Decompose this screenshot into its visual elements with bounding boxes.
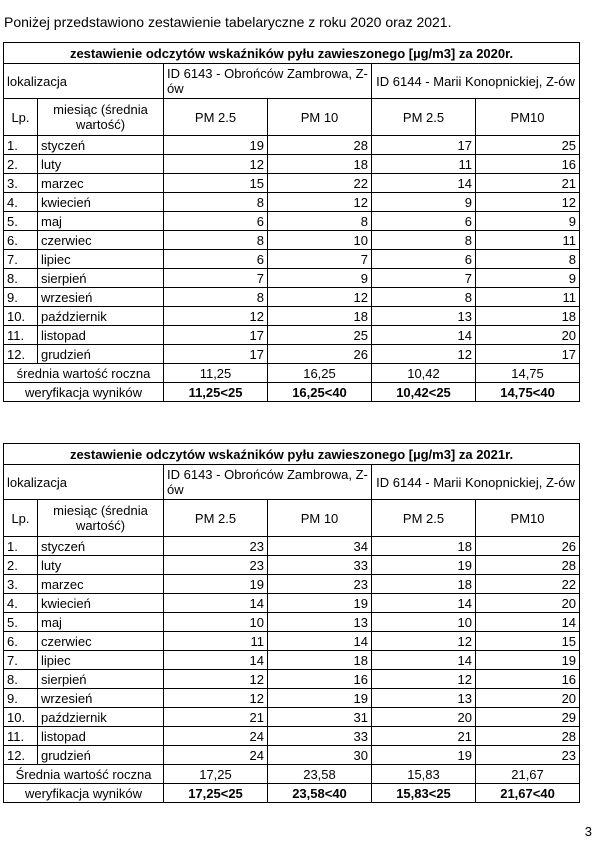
row-number: 11. bbox=[4, 727, 38, 746]
pm25-value: 19 bbox=[164, 575, 268, 594]
pm25-header: PM 2.5 bbox=[164, 500, 268, 537]
pm10-value: 8 bbox=[268, 212, 372, 231]
month-name: październik bbox=[38, 708, 164, 727]
verification-value: 17,25<25 bbox=[164, 784, 268, 803]
pm10-value: 28 bbox=[476, 556, 580, 575]
annual-average-value: 23,58 bbox=[268, 765, 372, 784]
pm10-value: 31 bbox=[268, 708, 372, 727]
month-name: styczeń bbox=[38, 136, 164, 155]
pm10-value: 17 bbox=[476, 345, 580, 364]
pm10-value: 25 bbox=[268, 326, 372, 345]
row-number: 12. bbox=[4, 345, 38, 364]
pm25-value: 12 bbox=[164, 689, 268, 708]
verification-value: 16,25<40 bbox=[268, 383, 372, 402]
table-title: zestawienie odczytów wskaźników pyłu zawieszonego [µg/m3] za 2021r. bbox=[4, 444, 580, 465]
row-number: 7. bbox=[4, 250, 38, 269]
month-name: maj bbox=[38, 212, 164, 231]
pm10-header: PM 10 bbox=[268, 500, 372, 537]
pm25-value: 18 bbox=[372, 575, 476, 594]
pm10-value: 23 bbox=[268, 575, 372, 594]
location-label: lokalizacja bbox=[4, 465, 164, 500]
verification-value: 23,58<40 bbox=[268, 784, 372, 803]
month-name: grudzień bbox=[38, 345, 164, 364]
verification-value: 15,83<25 bbox=[372, 784, 476, 803]
month-header: miesiąc (średnia wartość) bbox=[38, 500, 164, 537]
pm10-value: 12 bbox=[268, 288, 372, 307]
pm10-value: 11 bbox=[476, 231, 580, 250]
month-name: kwiecień bbox=[38, 594, 164, 613]
table-row bbox=[4, 670, 580, 689]
verification-value: 10,42<25 bbox=[372, 383, 476, 402]
month-name: kwiecień bbox=[38, 193, 164, 212]
pm25-value: 20 bbox=[372, 708, 476, 727]
table-row bbox=[4, 613, 580, 632]
pm10-value: 33 bbox=[268, 727, 372, 746]
pm10-value: 34 bbox=[268, 537, 372, 556]
intro-text: Poniżej przedstawiono zestawienie tabelaryczne z roku 2020 oraz 2021. bbox=[4, 14, 452, 30]
month-name: listopad bbox=[38, 326, 164, 345]
pm10-value: 26 bbox=[268, 345, 372, 364]
row-number: 3. bbox=[4, 575, 38, 594]
pm10-value: 18 bbox=[268, 155, 372, 174]
verification-label: weryfikacja wyników bbox=[4, 784, 164, 803]
table-row bbox=[4, 269, 580, 288]
pm25-value: 13 bbox=[372, 689, 476, 708]
pm25-value: 7 bbox=[372, 269, 476, 288]
month-name: lipiec bbox=[38, 250, 164, 269]
annual-average-value: 14,75 bbox=[476, 364, 580, 383]
pm10-value: 9 bbox=[268, 269, 372, 288]
pm25-value: 8 bbox=[164, 231, 268, 250]
table-row bbox=[4, 651, 580, 670]
pm25-value: 15 bbox=[164, 174, 268, 193]
pm25-value: 14 bbox=[164, 594, 268, 613]
pm25-value: 18 bbox=[372, 537, 476, 556]
pm25-value: 12 bbox=[372, 670, 476, 689]
annual-average-value: 10,42 bbox=[372, 364, 476, 383]
pm25-value: 6 bbox=[164, 250, 268, 269]
pm10-value: 22 bbox=[268, 174, 372, 193]
pm25-value: 8 bbox=[164, 193, 268, 212]
lp-header: Lp. bbox=[4, 99, 38, 136]
month-name: marzec bbox=[38, 575, 164, 594]
pm10-value: 20 bbox=[476, 594, 580, 613]
verification-value: 11,25<25 bbox=[164, 383, 268, 402]
annual-average-label: Średnia wartość roczna bbox=[4, 765, 164, 784]
pm25-value: 8 bbox=[372, 288, 476, 307]
pm10-value: 22 bbox=[476, 575, 580, 594]
table-row bbox=[4, 155, 580, 174]
pm25-value: 6 bbox=[164, 212, 268, 231]
pm10-value: 18 bbox=[268, 651, 372, 670]
pm10-value: 8 bbox=[476, 250, 580, 269]
pm25-value: 11 bbox=[372, 155, 476, 174]
month-name: sierpień bbox=[38, 269, 164, 288]
table-2021 bbox=[3, 443, 580, 803]
pm10-value: 20 bbox=[476, 689, 580, 708]
row-number: 1. bbox=[4, 136, 38, 155]
row-number: 4. bbox=[4, 193, 38, 212]
table-row bbox=[4, 727, 580, 746]
row-number: 9. bbox=[4, 689, 38, 708]
pm10-value: 19 bbox=[268, 689, 372, 708]
pm25-value: 14 bbox=[164, 651, 268, 670]
pm25-value: 23 bbox=[164, 556, 268, 575]
annual-average-value: 17,25 bbox=[164, 765, 268, 784]
table-row bbox=[4, 288, 580, 307]
table-row bbox=[4, 326, 580, 345]
pm25-value: 14 bbox=[372, 651, 476, 670]
pm25-value: 24 bbox=[164, 727, 268, 746]
row-number: 12. bbox=[4, 746, 38, 765]
pm10-value: 14 bbox=[476, 613, 580, 632]
pm10-value: 23 bbox=[476, 746, 580, 765]
pm10-value: 14 bbox=[268, 632, 372, 651]
annual-average-value: 15,83 bbox=[372, 765, 476, 784]
row-number: 8. bbox=[4, 670, 38, 689]
pm10-value: 18 bbox=[476, 307, 580, 326]
row-number: 10. bbox=[4, 708, 38, 727]
row-number: 10. bbox=[4, 307, 38, 326]
pm25-value: 12 bbox=[372, 345, 476, 364]
station-header: ID 6143 - Obrońców Zambrowa, Z-ów bbox=[164, 64, 372, 99]
annual-average-value: 21,67 bbox=[476, 765, 580, 784]
pm25-value: 10 bbox=[372, 613, 476, 632]
pm10-value: 16 bbox=[476, 670, 580, 689]
pm25-value: 6 bbox=[372, 250, 476, 269]
pm25-value: 19 bbox=[164, 136, 268, 155]
pm25-value: 12 bbox=[164, 307, 268, 326]
pm10-value: 18 bbox=[268, 307, 372, 326]
pm25-value: 13 bbox=[372, 307, 476, 326]
row-number: 1. bbox=[4, 537, 38, 556]
pm10-header: PM10 bbox=[476, 500, 580, 537]
station-header: ID 6144 - Marii Konopnickiej, Z-ów bbox=[372, 465, 580, 500]
pm10-value: 9 bbox=[476, 269, 580, 288]
table-row bbox=[4, 708, 580, 727]
row-number: 11. bbox=[4, 326, 38, 345]
month-name: lipiec bbox=[38, 651, 164, 670]
page-number: 3 bbox=[584, 824, 592, 839]
table-row bbox=[4, 212, 580, 231]
pm25-value: 19 bbox=[372, 556, 476, 575]
row-number: 4. bbox=[4, 594, 38, 613]
pm10-value: 11 bbox=[476, 288, 580, 307]
table-row bbox=[4, 575, 580, 594]
row-number: 3. bbox=[4, 174, 38, 193]
month-name: czerwiec bbox=[38, 632, 164, 651]
row-number: 2. bbox=[4, 556, 38, 575]
month-name: listopad bbox=[38, 727, 164, 746]
pm25-value: 17 bbox=[164, 326, 268, 345]
table-2020 bbox=[3, 42, 580, 402]
row-number: 6. bbox=[4, 632, 38, 651]
pm25-value: 21 bbox=[372, 727, 476, 746]
pm10-value: 9 bbox=[476, 212, 580, 231]
pm10-value: 25 bbox=[476, 136, 580, 155]
pm10-value: 28 bbox=[268, 136, 372, 155]
location-label: lokalizacja bbox=[4, 64, 164, 99]
pm10-value: 20 bbox=[476, 326, 580, 345]
pm10-value: 16 bbox=[268, 670, 372, 689]
table-row bbox=[4, 345, 580, 364]
pm10-value: 19 bbox=[268, 594, 372, 613]
month-name: wrzesień bbox=[38, 689, 164, 708]
pm10-value: 26 bbox=[476, 537, 580, 556]
pm25-value: 24 bbox=[164, 746, 268, 765]
table-row bbox=[4, 632, 580, 651]
pm25-value: 6 bbox=[372, 212, 476, 231]
pm25-value: 12 bbox=[164, 155, 268, 174]
pm10-value: 15 bbox=[476, 632, 580, 651]
pm10-value: 19 bbox=[476, 651, 580, 670]
pm10-value: 12 bbox=[268, 193, 372, 212]
pm25-value: 11 bbox=[164, 632, 268, 651]
pm25-value: 10 bbox=[164, 613, 268, 632]
row-number: 6. bbox=[4, 231, 38, 250]
pm25-header: PM 2.5 bbox=[164, 99, 268, 136]
table-row bbox=[4, 174, 580, 193]
month-name: marzec bbox=[38, 174, 164, 193]
pm25-value: 21 bbox=[164, 708, 268, 727]
pm10-value: 16 bbox=[476, 155, 580, 174]
table-row bbox=[4, 689, 580, 708]
pm25-value: 8 bbox=[372, 231, 476, 250]
pm25-value: 12 bbox=[372, 632, 476, 651]
month-name: maj bbox=[38, 613, 164, 632]
row-number: 8. bbox=[4, 269, 38, 288]
table-row bbox=[4, 231, 580, 250]
month-name: październik bbox=[38, 307, 164, 326]
pm25-value: 8 bbox=[164, 288, 268, 307]
month-name: luty bbox=[38, 556, 164, 575]
table-row bbox=[4, 193, 580, 212]
pm10-value: 29 bbox=[476, 708, 580, 727]
month-name: grudzień bbox=[38, 746, 164, 765]
verification-label: weryfikacja wyników bbox=[4, 383, 164, 402]
table-title: zestawienie odczytów wskaźników pyłu zawieszonego [µg/m3] za 2020r. bbox=[4, 43, 580, 64]
pm25-header: PM 2.5 bbox=[372, 99, 476, 136]
table-row bbox=[4, 307, 580, 326]
month-name: sierpień bbox=[38, 670, 164, 689]
pm10-value: 13 bbox=[268, 613, 372, 632]
pm25-value: 23 bbox=[164, 537, 268, 556]
pm10-value: 10 bbox=[268, 231, 372, 250]
pm10-header: PM10 bbox=[476, 99, 580, 136]
annual-average-value: 16,25 bbox=[268, 364, 372, 383]
lp-header: Lp. bbox=[4, 500, 38, 537]
month-name: styczeń bbox=[38, 537, 164, 556]
table-row bbox=[4, 556, 580, 575]
month-name: luty bbox=[38, 155, 164, 174]
station-header: ID 6143 - Obrońców Zambrowa, Z-ów bbox=[164, 465, 372, 500]
row-number: 5. bbox=[4, 613, 38, 632]
annual-average-label: średnia wartość roczna bbox=[4, 364, 164, 383]
pm10-value: 28 bbox=[476, 727, 580, 746]
pm25-value: 9 bbox=[372, 193, 476, 212]
row-number: 7. bbox=[4, 651, 38, 670]
table-row bbox=[4, 594, 580, 613]
pm25-value: 14 bbox=[372, 326, 476, 345]
pm10-value: 21 bbox=[476, 174, 580, 193]
pm25-value: 14 bbox=[372, 174, 476, 193]
row-number: 2. bbox=[4, 155, 38, 174]
pm25-value: 17 bbox=[372, 136, 476, 155]
pm10-value: 30 bbox=[268, 746, 372, 765]
pm25-value: 12 bbox=[164, 670, 268, 689]
verification-value: 14,75<40 bbox=[476, 383, 580, 402]
row-number: 5. bbox=[4, 212, 38, 231]
table-row bbox=[4, 136, 580, 155]
month-name: wrzesień bbox=[38, 288, 164, 307]
pm25-value: 7 bbox=[164, 269, 268, 288]
pm10-value: 7 bbox=[268, 250, 372, 269]
verification-value: 21,67<40 bbox=[476, 784, 580, 803]
pm25-value: 17 bbox=[164, 345, 268, 364]
table-row bbox=[4, 746, 580, 765]
table-row bbox=[4, 250, 580, 269]
annual-average-value: 11,25 bbox=[164, 364, 268, 383]
row-number: 9. bbox=[4, 288, 38, 307]
pm25-value: 19 bbox=[372, 746, 476, 765]
pm10-header: PM 10 bbox=[268, 99, 372, 136]
pm10-value: 12 bbox=[476, 193, 580, 212]
pm25-header: PM 2.5 bbox=[372, 500, 476, 537]
pm10-value: 33 bbox=[268, 556, 372, 575]
pm25-value: 14 bbox=[372, 594, 476, 613]
month-name: czerwiec bbox=[38, 231, 164, 250]
station-header: ID 6144 - Marii Konopnickiej, Z-ów bbox=[372, 64, 580, 99]
table-row bbox=[4, 537, 580, 556]
month-header: miesiąc (średnia wartość) bbox=[38, 99, 164, 136]
